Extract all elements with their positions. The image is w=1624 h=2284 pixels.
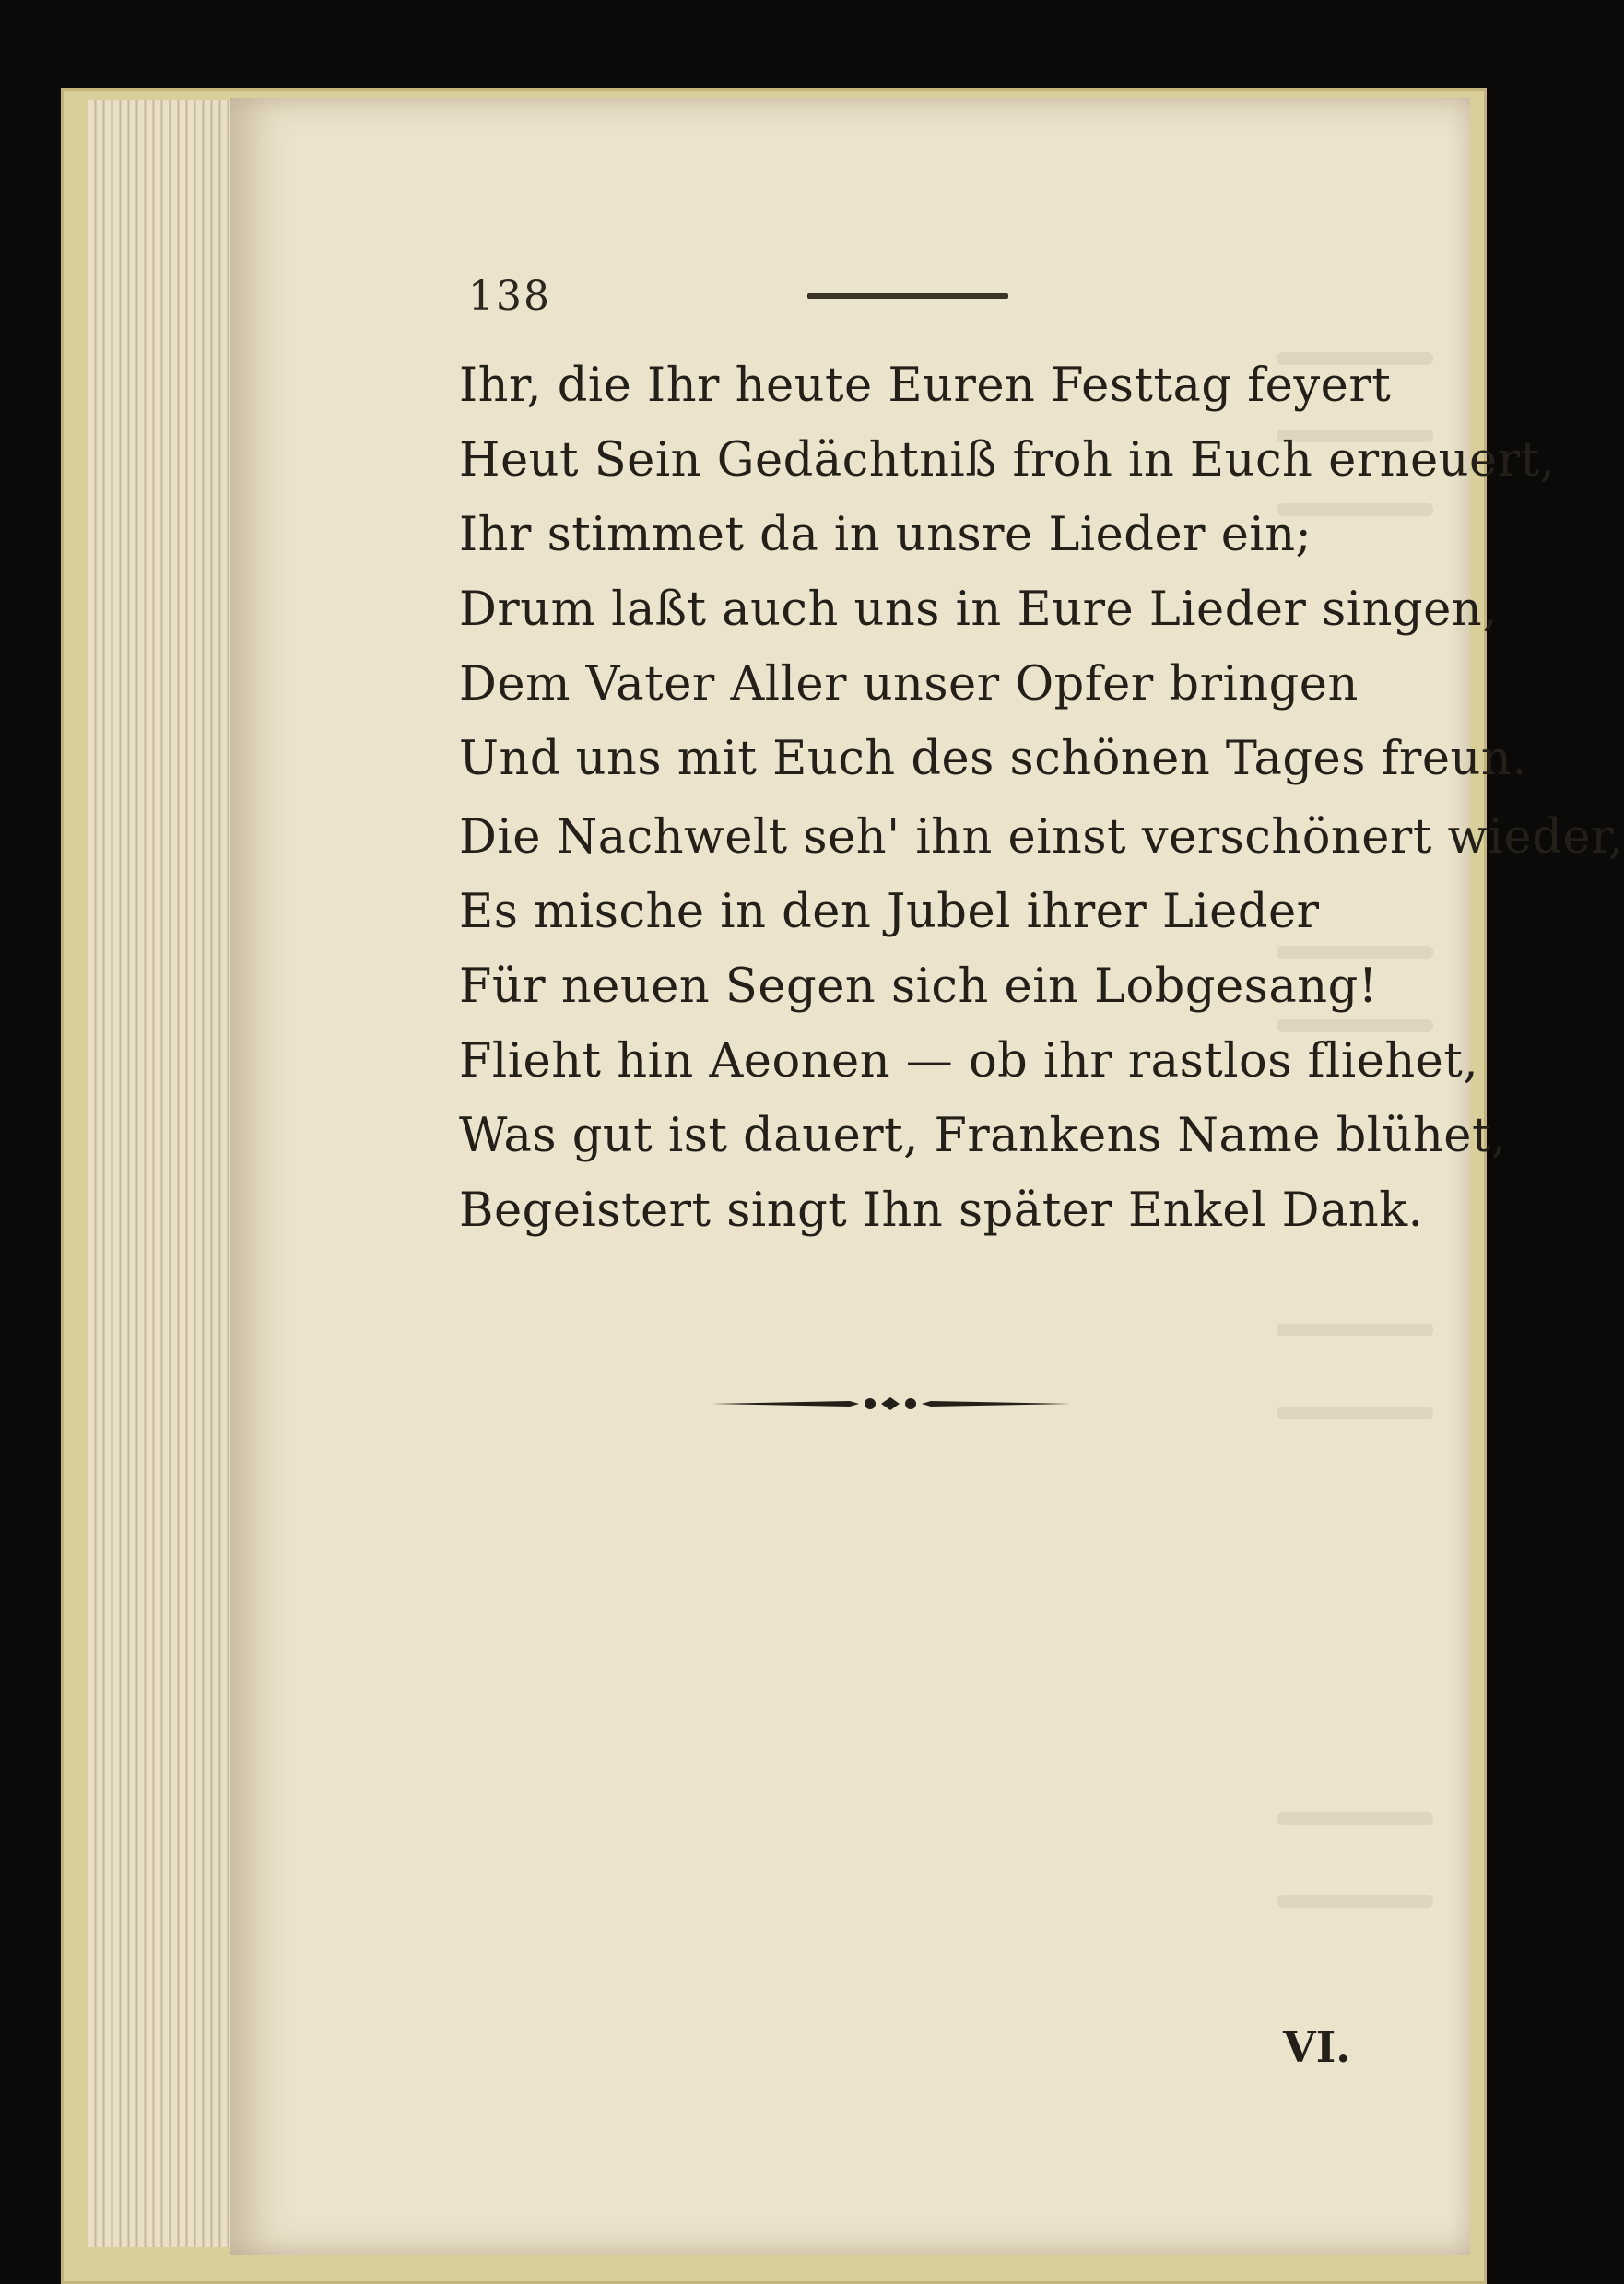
verse-line: Es mische in den Jubel ihrer Lieder (459, 885, 1320, 939)
bleed-through-mark (1277, 1407, 1433, 1419)
verse-line: Die Nachwelt seh' ihn einst verschönert wieder, (459, 810, 1624, 865)
stanza-2 (459, 800, 1624, 1248)
bleed-through-mark (1277, 1895, 1433, 1908)
bleed-through-mark (1277, 1812, 1433, 1825)
stanza-1 (459, 348, 1555, 796)
verse-line: Drum laßt auch uns in Eure Lieder singen, (459, 583, 1498, 637)
verse-line: Dem Vater Aller unser Opfer bringen (459, 657, 1359, 712)
verse-line: Und uns mit Euch des schönen Tages freun. (459, 732, 1527, 786)
verse-line: Heut Sein Gedächtniß froh in Euch erneuert, (459, 433, 1556, 488)
ornament-divider (712, 1390, 1071, 1418)
verse-line: Für neuen Segen sich ein Lobgesang! (459, 960, 1378, 1014)
verse-line: Begeistert singt Ihn später Enkel Dank. (459, 1183, 1424, 1238)
verse-line: Ihr, die Ihr heute Euren Festtag feyert (459, 359, 1392, 413)
page-number: 138 (468, 273, 551, 320)
verse-line: Was gut ist dauert, Frankens Name blühet, (459, 1109, 1507, 1163)
catchword: VI. (1283, 2022, 1351, 2072)
verse-line: Ihr stimmet da in unsre Lieder ein; (459, 508, 1312, 562)
header-rule (807, 293, 1008, 299)
verse-line: Flieht hin Aeonen — ob ihr rastlos fliehet, (459, 1034, 1479, 1089)
bleed-through-mark (1277, 1324, 1433, 1336)
